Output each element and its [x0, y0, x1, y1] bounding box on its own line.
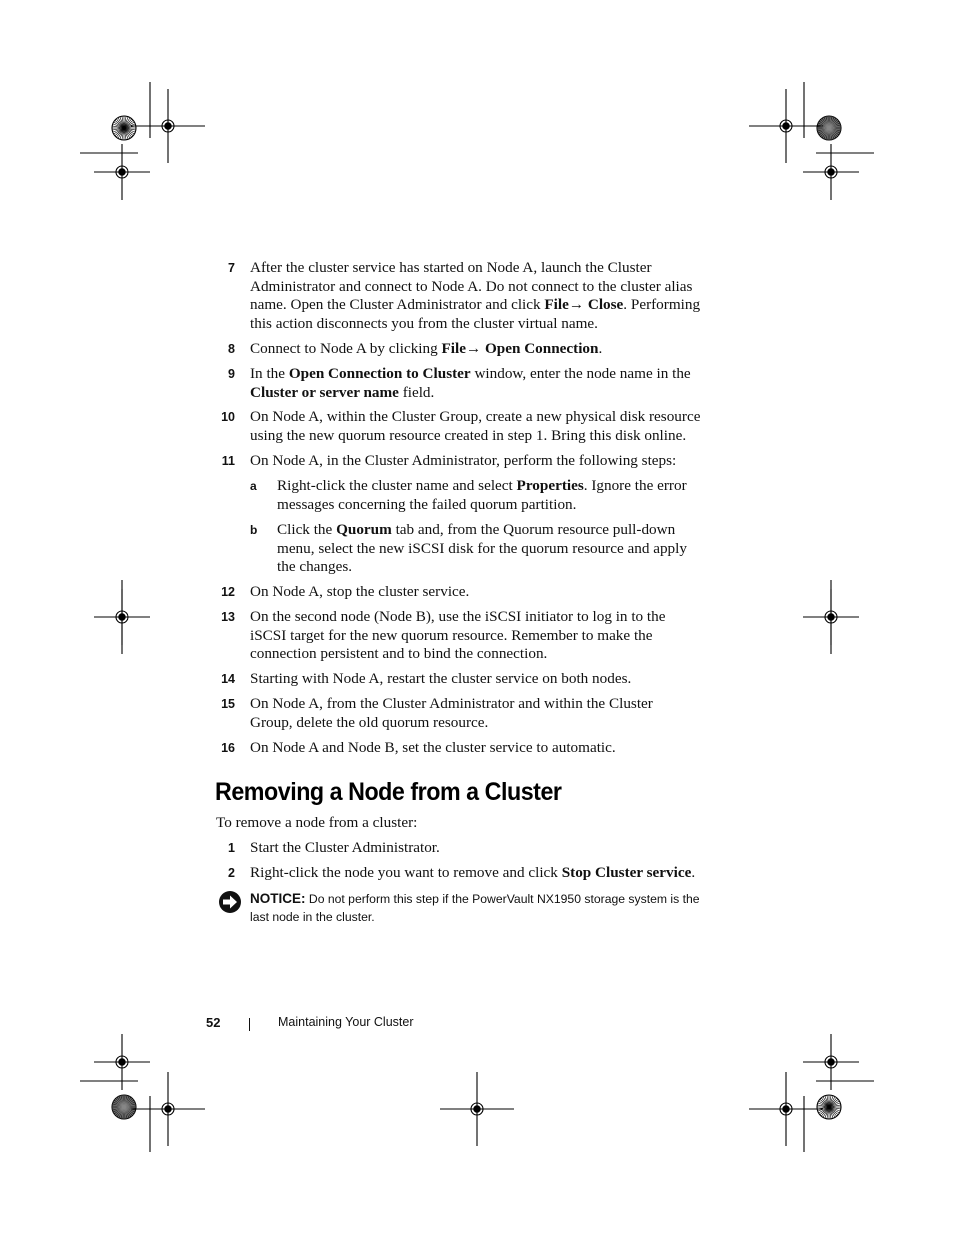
step-text-line: name. Open the Cluster Administrator and click File→ Close. Performing	[250, 296, 701, 314]
step-number: 16	[221, 741, 235, 755]
step-text-line: In the Open Connection to Cluster window, enter the node name in the	[250, 365, 691, 382]
step-text-line: this action disconnects you from the cluster virtual name.	[250, 314, 598, 332]
step-text-line: Administrator and connect to Node A. Do not connect to the cluster alias	[250, 277, 693, 295]
step-text-line: Start the Cluster Administrator.	[250, 839, 440, 856]
step-number: 2	[228, 866, 235, 880]
step-number: 14	[221, 672, 235, 686]
step-number: 9	[228, 367, 235, 381]
section-intro: To remove a node from a cluster:	[216, 814, 418, 831]
step-text-line: menu, select the new iSCSI disk for the quorum resource and apply	[277, 539, 687, 557]
page-number: 52	[206, 1015, 221, 1030]
step-text-line: Right-click the cluster name and select Properties. Ignore the error	[277, 477, 687, 494]
step-text-line: connection persistent and to bind the connection.	[250, 645, 548, 663]
step-number: 15	[221, 697, 235, 711]
step-text-line: On Node A, stop the cluster service.	[250, 583, 470, 600]
footer-divider	[249, 1018, 250, 1031]
step-text-line: Starting with Node A, restart the cluster service on both nodes.	[250, 670, 632, 687]
step-number: 1	[228, 841, 235, 855]
notice-box	[250, 890, 720, 926]
notice-label: NOTICE:	[250, 891, 306, 906]
step-text-line: Cluster or server name field.	[250, 383, 435, 401]
step-number: 7	[228, 261, 235, 275]
section-heading: Removing a Node from a Cluster	[215, 778, 562, 806]
step-number: 11	[221, 454, 235, 468]
step-text-line: using the new quorum resource created in step 1. Bring this disk online.	[250, 426, 687, 444]
step-text-line: On Node A, from the Cluster Administrator and within the Cluster	[250, 695, 653, 712]
step-text-line: iSCSI target for the new quorum resource. Remember to make the	[250, 626, 653, 644]
step-text-line: On the second node (Node B), use the iSCSI initiator to log in to the	[250, 608, 666, 625]
step-text-line: Group, delete the old quorum resource.	[250, 713, 489, 731]
notice-arrow-icon	[218, 890, 242, 914]
running-footer-title: Maintaining Your Cluster	[278, 1015, 414, 1029]
step-text-line: After the cluster service has started on Node A, launch the Cluster	[250, 259, 652, 276]
step-number: 13	[221, 610, 235, 624]
step-text-line: Click the Quorum tab and, from the Quorum resource pull-down	[277, 521, 676, 538]
step-text-line: the changes.	[277, 558, 353, 576]
step-text-line: Right-click the node you want to remove and click Stop Cluster service.	[250, 864, 696, 881]
step-text-line: On Node A and Node B, set the cluster service to automatic.	[250, 739, 616, 756]
step-number: 12	[221, 585, 235, 599]
substep-letter: b	[250, 523, 258, 537]
step-number: 10	[221, 410, 235, 424]
step-text-line: Connect to Node A by clicking File→ Open Connection.	[250, 340, 603, 357]
substep-letter: a	[250, 479, 257, 493]
step-text-line: On Node A, in the Cluster Administrator, perform the following steps:	[250, 452, 677, 469]
notice-text: Do not perform this step if the PowerVault NX1950 storage system is the last node in the cluster.	[250, 892, 700, 924]
step-number: 8	[228, 342, 235, 356]
step-text-line: On Node A, within the Cluster Group, create a new physical disk resource	[250, 408, 701, 425]
step-text-line: messages concerning the failed quorum partition.	[277, 495, 577, 513]
